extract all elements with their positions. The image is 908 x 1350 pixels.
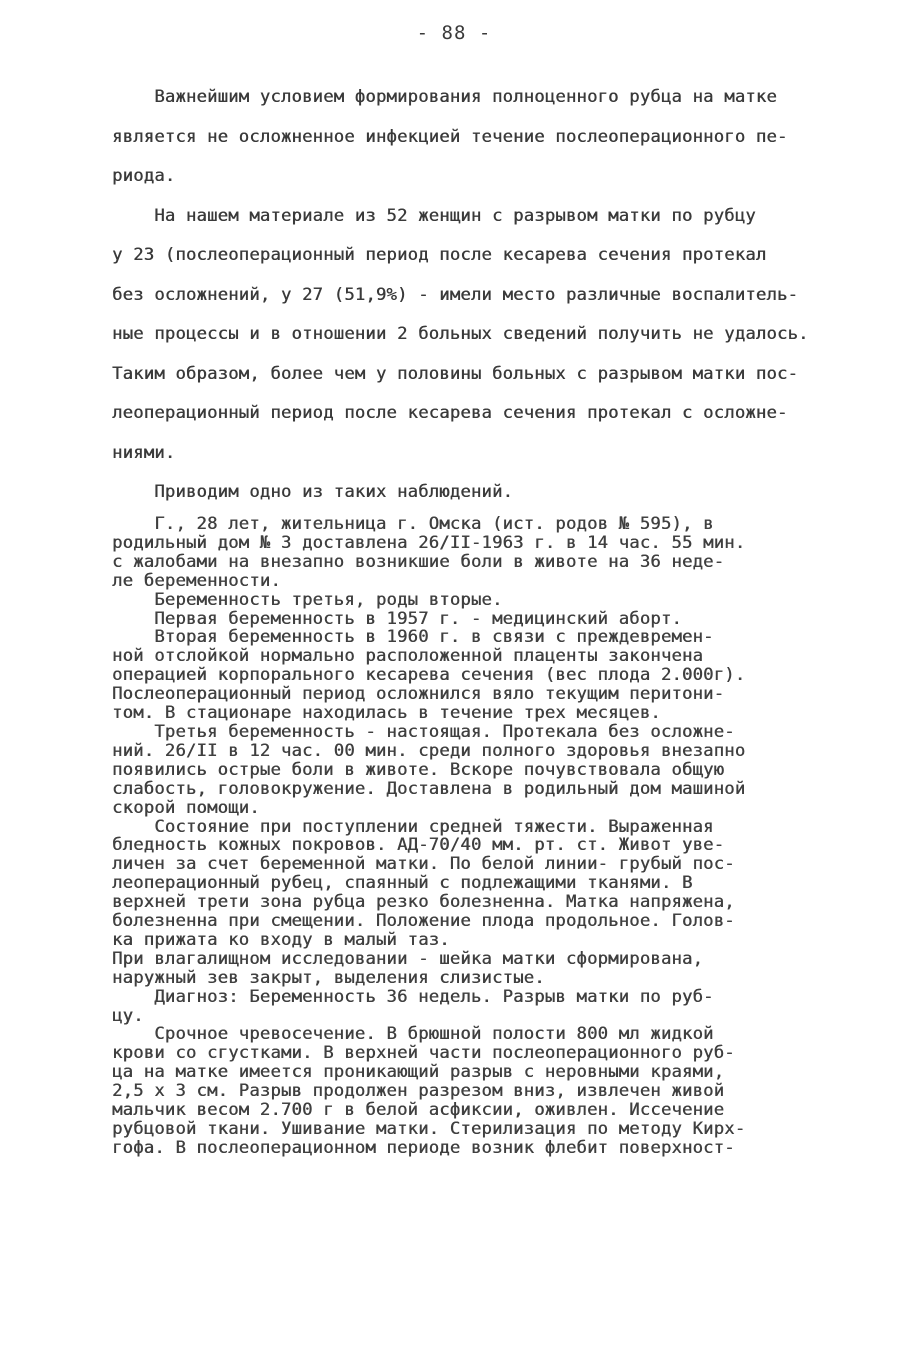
case-vaginal-exam: При влагалищном исследовании - шейка матки сформирована, наружный зев закрыт, выделения слизистые. bbox=[112, 948, 704, 988]
case-diagnosis: Диагноз: Беременность 36 недель. Разрыв матки по руб- цу. bbox=[112, 986, 714, 1026]
case-first-pregnancy: Первая беременность в 1957 г. - медицинский аборт. bbox=[112, 608, 682, 629]
paragraph-study-material: На нашем материале из 52 женщин с разрывом матки по рубцу у 23 (послеоперационный период после кесарева сечения протекал без осложнений, у 27 (51,9%) - имели место различные воспалитель- ные процессы и в отношении 2 больных сведений получить не удалось. Таким образом, более чем у половины больных с разрывом матки пос- леоперационный период после кесарева сечения протекал с осложне- ниями. bbox=[112, 205, 809, 463]
case-patient-admission: Г., 28 лет, жительница г. Омска (ист. родов № 595), в родильный дом № 3 доставлена 26/II-1963 г. в 14 час. 55 мин. с жалобами на внезапно возникшие боли в животе на 36 неде- ле беременности. bbox=[112, 514, 746, 591]
case-pregnancy-count: Беременность третья, роды вторые. bbox=[112, 589, 503, 610]
page-number: - 88 - bbox=[416, 22, 492, 44]
case-third-pregnancy: Третья беременность - настоящая. Протекала без осложне- ний. 26/II в 12 час. 00 мин. среди полного здоровья внезапно появились острые боли в животе. Вскоре почувствовала общую слабость, головокружение. Доставлена в родильный дом машиной скорой помощи. bbox=[112, 721, 746, 818]
case-report bbox=[112, 515, 848, 1158]
paragraph-wound-healing: Важнейшим условием формирования полноценного рубца на матке является не осложненное инфекцией течение послеоперационного пе- риода. bbox=[112, 87, 788, 186]
paragraph-case-intro: Приводим одно из таких наблюдений. bbox=[112, 482, 514, 502]
case-admission-status: Состояние при поступлении средней тяжести. Выраженная бледность кожных покровов. АД-70/40 мм. рт. ст. Живот уве- личен за счет беременной матки. По белой линии- грубый пос- леоперационный рубец, спаянный с подлежащими тканями. В верхней трети зона рубца резко болезненна. Матка напряжена, болезненна при смещении. Положение плода продольное. Голов- ка прижата ко входу в малый таз. bbox=[112, 816, 735, 950]
case-second-pregnancy: Вторая беременность в 1960 г. в связи с преждевремен- ной отслойкой нормально расположенной плаценты закончена операцией корпорального кесарева сечения (вес плода 2.000г). Послеоперационный период осложнился вяло текущим перитони- том. В стационаре находилась в течение трех месяцев. bbox=[112, 627, 746, 724]
case-surgery: Срочное чревосечение. В брюшной полости 800 мл жидкой крови со сгустками. В верхней части послеоперационного руб- ца на матке имеется проникающий разрыв с неровными краями, 2,5 х 3 см. Разрыв продолжен разрезом вниз, извлечен живой мальчик весом 2.700 г в белой асфиксии, оживлен. Иссечение рубцовой ткани. Ушивание матки. Стерилизация по методу Кирх- гофа. В послеоперационном периоде возник флебит поверхност- bbox=[112, 1024, 746, 1158]
intro-text bbox=[112, 78, 848, 513]
